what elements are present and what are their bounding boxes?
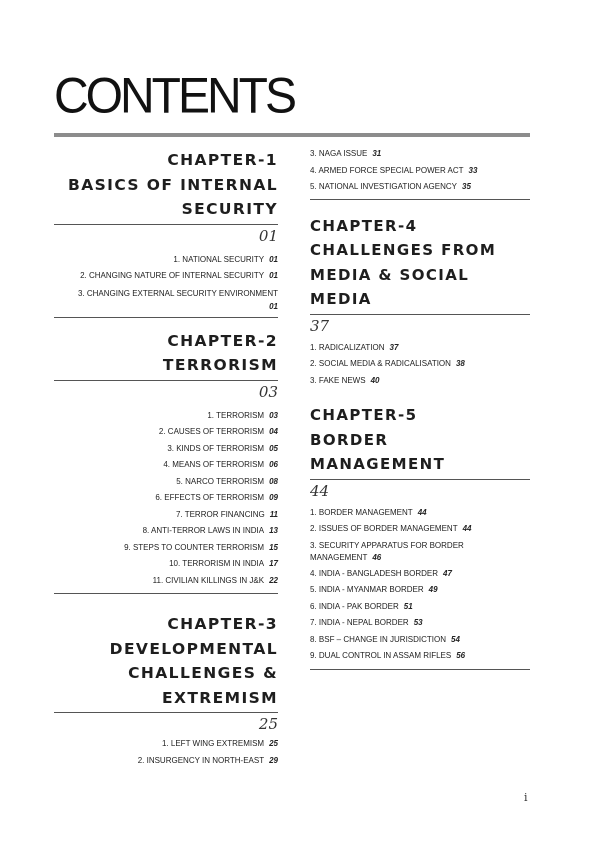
entry-list <box>310 340 530 390</box>
chapter-title-line[interactable]: BASICS OF INTERNAL <box>67 175 278 194</box>
toc-entry[interactable]: 1. TERRORISM 03 <box>207 410 278 420</box>
toc-entry[interactable]: 6. EFFECTS OF TERRORISM 09 <box>155 493 278 502</box>
chapter-page-number: 01 <box>54 224 278 246</box>
entry-list <box>310 505 530 670</box>
toc-entry[interactable]: 10. TERRORISM IN INDIA 17 <box>169 559 278 568</box>
toc-entry[interactable]: 2. SOCIAL MEDIA & RADICALISATION 38 <box>310 359 465 368</box>
toc-entry[interactable]: 2. INSURGENCY IN NORTH-EAST 29 <box>137 755 278 765</box>
chapter-2 <box>54 318 278 595</box>
entry-list-continued <box>310 146 530 200</box>
chapter-title-line[interactable]: MANAGEMENT <box>310 455 446 473</box>
chapter-label[interactable]: CHAPTER-5 <box>310 406 418 424</box>
chapter-title-line[interactable]: MEDIA & SOCIAL <box>310 265 470 284</box>
chapter-title-line[interactable]: EXTREMISM <box>161 688 278 707</box>
page-number: i <box>524 791 528 804</box>
toc-entry[interactable]: 1. LEFT WING EXTREMISM 25 <box>162 739 278 748</box>
toc-entry[interactable]: 2. CAUSES OF TERRORISM 04 <box>158 427 278 436</box>
chapter-title-line[interactable]: SECURITY <box>181 200 278 218</box>
chapter-title-line[interactable]: MEDIA <box>310 290 372 308</box>
toc-entry[interactable]: 3. NAGA ISSUE 31 <box>310 149 382 158</box>
toc-entry[interactable]: 11. CIVILIAN KILLINGS IN J&K 22 <box>152 575 278 585</box>
page-title: CONTENTS <box>54 68 294 125</box>
entry-list <box>54 252 278 318</box>
chapter-label[interactable]: CHAPTER-2 <box>167 331 278 350</box>
toc-entry[interactable]: 8. BSF – CHANGE IN JURISDICTION 54 <box>310 634 460 644</box>
toc-entry[interactable]: 1. NATIONAL SECURITY 01 <box>173 254 278 264</box>
chapter-label[interactable]: CHAPTER-3 <box>167 615 278 633</box>
toc-entry[interactable]: 3. KINDS OF TERRORISM 05 <box>167 443 278 453</box>
chapter-title-line[interactable]: CHALLENGES & <box>128 664 278 682</box>
chapter-page-number: 03 <box>54 380 278 402</box>
toc-entry[interactable]: 7. INDIA - NEPAL BORDER 53 <box>310 618 423 627</box>
toc-entry[interactable]: 4. INDIA - BANGLADESH BORDER 47 <box>310 568 452 578</box>
chapter-page-number: 44 <box>310 479 530 501</box>
toc-entry[interactable]: 3. SECURITY APPARATUS FOR BORDER MANAGEMENT 46 <box>310 540 464 562</box>
toc-entry[interactable]: 1. RADICALIZATION 37 <box>310 342 399 352</box>
toc-entry[interactable]: 5. INDIA - MYANMAR BORDER 49 <box>310 585 438 594</box>
toc-entry[interactable]: 3. CHANGING EXTERNAL SECURITY ENVIRONMENT 01 <box>77 288 278 311</box>
toc-entry[interactable]: 2. CHANGING NATURE OF INTERNAL SECURITY 01 <box>80 271 278 280</box>
chapter-label[interactable]: CHAPTER-4 <box>310 216 418 235</box>
toc-entry[interactable]: 2. ISSUES OF BORDER MANAGEMENT 44 <box>310 524 472 533</box>
toc-entry[interactable]: 1. BORDER MANAGEMENT 44 <box>310 507 427 517</box>
chapter-title-line[interactable]: CHALLENGES FROM <box>310 241 497 259</box>
chapter-title-line[interactable]: DEVELOPMENTAL <box>109 639 278 658</box>
toc-entry[interactable]: 4. ARMED FORCE SPECIAL POWER ACT 33 <box>310 165 478 175</box>
toc-entry[interactable]: 3. FAKE NEWS 40 <box>310 375 380 385</box>
chapter-5 <box>310 389 530 670</box>
chapter-page-number: 25 <box>54 712 278 734</box>
toc-right-column <box>310 137 530 670</box>
toc-entry[interactable]: 6. INDIA - PAK BORDER 51 <box>310 601 413 611</box>
chapter-page-number: 37 <box>310 314 530 336</box>
toc-entry[interactable]: 5. NARCO TERRORISM 08 <box>176 476 278 486</box>
toc-left-column <box>54 137 278 769</box>
chapter-4 <box>310 200 530 390</box>
toc-entry[interactable]: 4. MEANS OF TERRORISM 06 <box>163 460 278 469</box>
toc-entry[interactable]: 9. DUAL CONTROL IN ASSAM RIFLES 56 <box>310 651 466 660</box>
chapter-title-line[interactable]: BORDER <box>310 430 389 449</box>
toc-entry[interactable]: 5. NATIONAL INVESTIGATION AGENCY 35 <box>310 182 471 191</box>
chapter-1 <box>54 137 278 318</box>
toc-entry[interactable]: 8. ANTI-TERROR LAWS IN INDIA 13 <box>142 526 278 535</box>
entry-list <box>54 408 278 595</box>
toc-entry[interactable]: 9. STEPS TO COUNTER TERRORISM 15 <box>124 542 278 552</box>
chapter-3 <box>54 594 278 769</box>
toc-entry[interactable]: 7. TERROR FINANCING 11 <box>175 509 278 519</box>
chapter-title-line[interactable]: TERRORISM <box>162 356 278 374</box>
chapter-label[interactable]: CHAPTER-1 <box>167 151 278 169</box>
entry-list <box>54 736 278 769</box>
